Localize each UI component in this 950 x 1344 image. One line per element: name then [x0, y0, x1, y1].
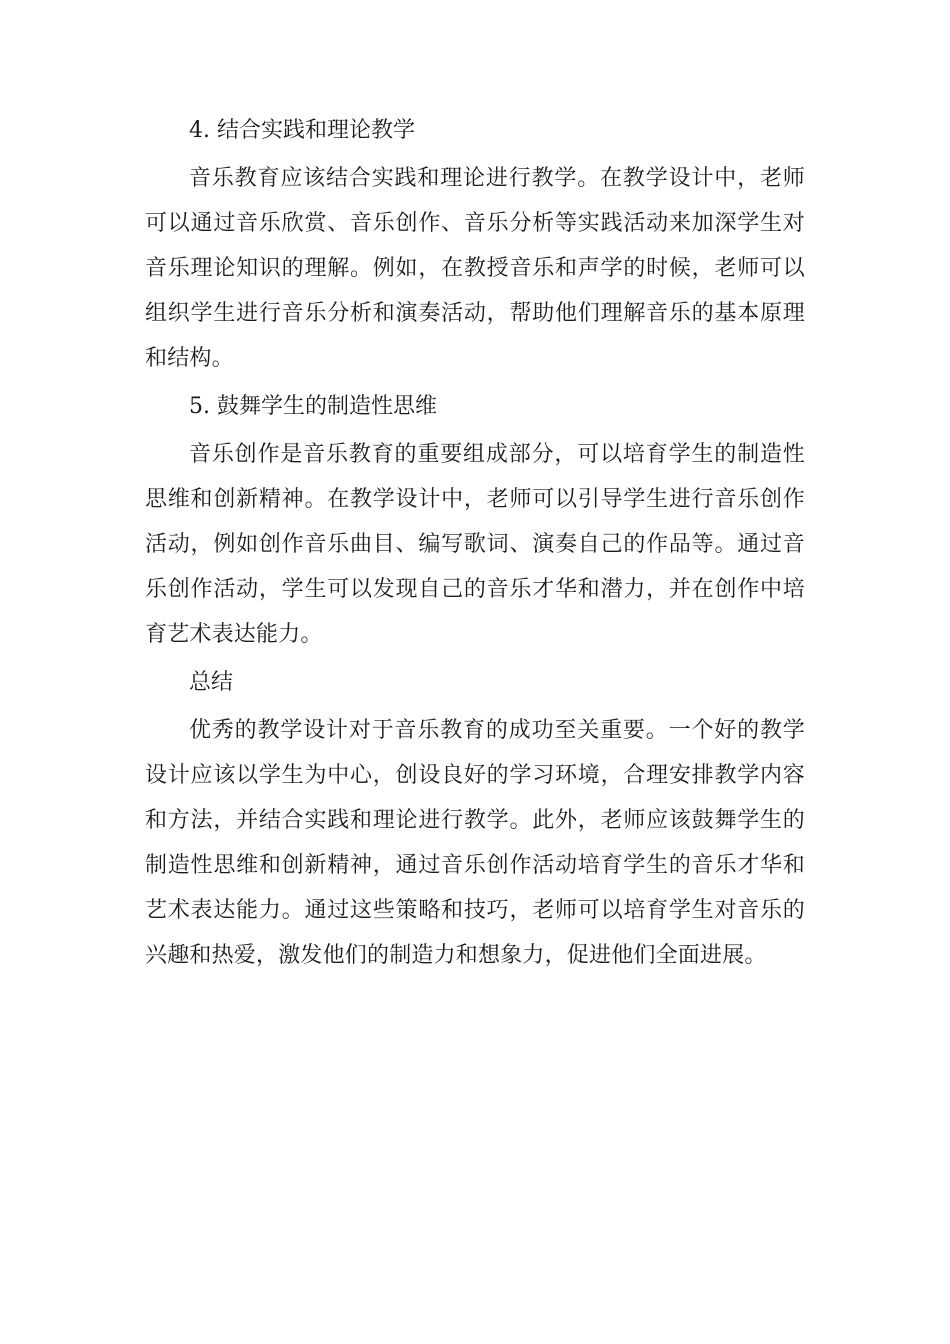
summary-heading: 总结 — [189, 670, 234, 695]
section-paragraph-4: 音乐教育应该结合实践和理论进行教学。在教学设计中，老师可以通过音乐欣赏、音乐创作、音乐分析等实践活动来加深学生对音乐理论知识的理解。例如，在教授音乐和声学的时候，老师可以组织学生进行音乐分析和演奏活动，帮助他们理解音乐的基本原理和结构。 — [145, 166, 805, 371]
section-heading-5: 5. 鼓舞学生的制造性思维 — [189, 394, 437, 419]
section-paragraph-5: 音乐创作是音乐教育的重要组成部分，可以培育学生的制造性思维和创新精神。在教学设计中，老师可以引导学生进行音乐创作活动，例如创作音乐曲目、编写歌词、演奏自己的作品等。通过音乐创作活动，学生可以发现自己的音乐才华和潜力，并在创作中培育艺术表达能力。 — [145, 442, 805, 647]
section-heading-4: 4. 结合实践和理论教学 — [189, 118, 415, 143]
summary-paragraph: 优秀的教学设计对于音乐教育的成功至关重要。一个好的教学设计应该以学生为中心，创设良好的学习环境，合理安排教学内容和方法，并结合实践和理论进行教学。此外，老师应该鼓舞学生的制造性思维和创新精神，通过音乐创作活动培育学生的音乐才华和艺术表达能力。通过这些策略和技巧，老师可以培育学生对音乐的兴趣和热爱，激发他们的制造力和想象力，促进他们全面进展。 — [145, 718, 805, 968]
document-body — [145, 108, 805, 978]
